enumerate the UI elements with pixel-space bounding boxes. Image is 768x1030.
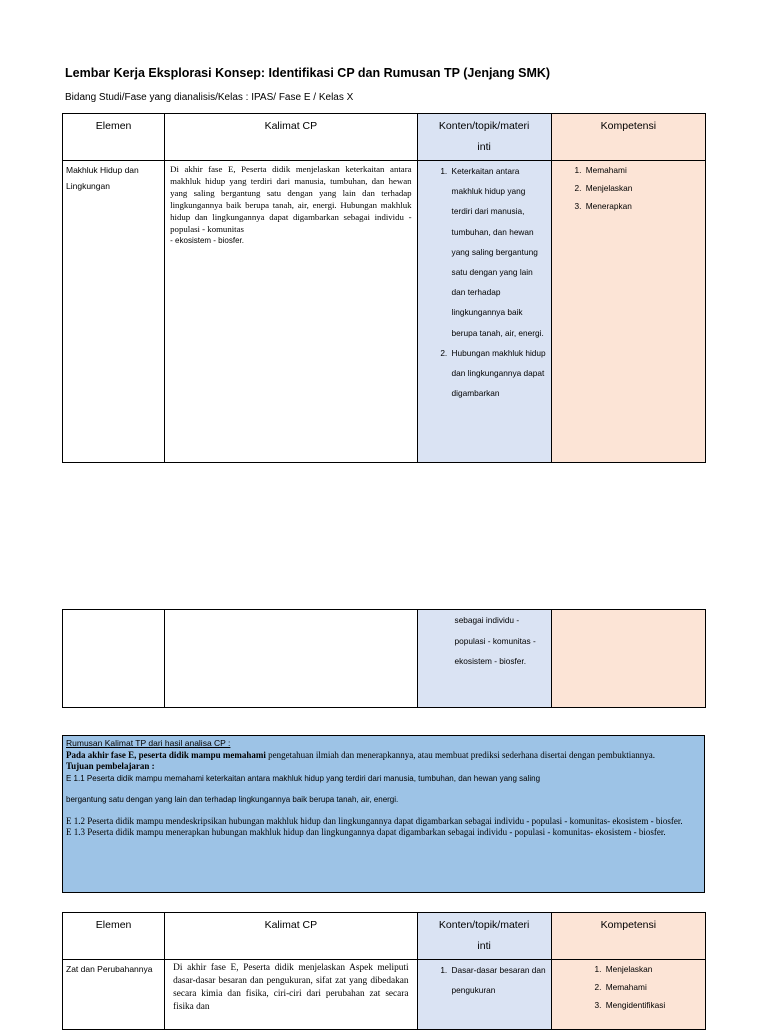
tp-summary-box (62, 735, 705, 893)
header-kompetensi: Kompetensi (551, 114, 705, 161)
header-konten-line1: Konten/topik/materi (438, 120, 530, 132)
document-title: Lembar Kerja Eksplorasi Konsep: Identifikasi CP dan Rumusan TP (Jenjang SMK) (65, 66, 551, 80)
tp-e11-line2: bergantung satu dengan yang lain dan terhadap lingkungannya baik berupa tanah, air, energi. (66, 795, 399, 804)
konten-list (418, 960, 551, 1000)
konten-cell (417, 610, 551, 708)
elemen-cell: Makhluk Hidup dan Lingkungan (63, 161, 165, 463)
konten-item: 1. Keterkaitan antara makhluk hidup yang terdiri dari manusia, tumbuhan, dan hewan yang saling bergantung satu dengan yang lain dan terhadap lingkungannya baik berupa tanah, air, energi. (450, 161, 547, 343)
konten-cell (417, 960, 551, 1030)
tp-e11-line1: E 1.1 Peserta didik mampu memahami keterkaitan antara makhluk hidup yang terdiri dari manusia, tumbuhan, dan hewan yang saling (66, 773, 541, 783)
kompetensi-item: 1. Memahami (584, 161, 701, 179)
kompetensi-item: 3. Menerapkan (584, 197, 701, 215)
kompetensi-list (552, 960, 705, 1014)
kompetensi-cell (551, 960, 705, 1030)
konten-item: 1. Dasar-dasar besaran dan pengukuran (450, 960, 547, 1000)
document-subtitle: Bidang Studi/Fase yang dianalisis/Kelas : IPAS/ Fase E / Kelas X (65, 92, 354, 103)
kompetensi-item: 2. Menjelaskan (584, 179, 701, 197)
konten-cell (417, 161, 551, 463)
table-header-row (63, 913, 706, 960)
cp-table-1-continued (62, 609, 706, 708)
konten-list (418, 161, 551, 403)
tp-heading: Rumusan Kalimat TP dari hasil analisa CP : (66, 738, 231, 748)
table-header-row (63, 114, 706, 161)
table-row (63, 960, 706, 1030)
kalimat-cp-cell (165, 161, 417, 463)
konten-continued-text: sebagai individu - populasi - komunitas - ekosistem - biosfer. (454, 615, 536, 666)
kompetensi-item: 3. Mengidentifikasi (604, 996, 701, 1014)
header-elemen: Elemen (63, 913, 165, 960)
elemen-cell: Zat dan Perubahannya (63, 960, 165, 1030)
header-kalimat-cp: Kalimat CP (165, 913, 417, 960)
elemen-cell-empty (63, 610, 165, 708)
header-konten-line1: Konten/topik/materi (438, 919, 530, 931)
tp-e12: E 1.2 Peserta didik mampu mendeskripsikan hubungan makhluk hidup dan lingkungannya dapat digambarkan sebagai individu - populasi - komunitas- ekosistem - biosfer. (66, 815, 683, 826)
kompetensi-cell (551, 161, 705, 463)
tp-e13: E 1.3 Peserta didik mampu menerapkan hubungan makhluk hidup dan lingkungannya dapat digambarkan sebagai individu - populasi - komunitas- ekosistem - biosfer. (66, 827, 666, 837)
kompetensi-list (552, 161, 705, 215)
header-kalimat-cp: Kalimat CP (165, 114, 417, 161)
kompetensi-item: 1. Menjelaskan (604, 960, 701, 978)
table-row (63, 610, 706, 708)
tp-intro-bold: Pada akhir fase E, peserta didik mampu memahami (66, 749, 266, 760)
tp-intro-rest: pengetahuan ilmiah dan menerapkannya, atau membuat prediksi sederhana disertai dengan pembuktiannya. (265, 749, 655, 760)
tujuan-heading: Tujuan pembelajaran : (66, 761, 155, 771)
header-kompetensi: Kompetensi (551, 913, 705, 960)
cp-table-2 (62, 912, 706, 1030)
kalimat-cp-cell: Di akhir fase E, Peserta didik menjelaskan Aspek meliputi dasar-dasar besaran dan pengukuran, sifat zat yang dibedakan secara kimia dan fisika, ciri-ciri dari perubahan zat secara fisika dan (165, 960, 417, 1030)
header-konten-line2: inti (477, 940, 491, 952)
kalimat-cp-cell-empty (165, 610, 417, 708)
konten-item: 2. Hubungan makhluk hidup dan lingkungannya dapat digambarkan (450, 343, 547, 404)
header-konten (417, 913, 551, 960)
cp-table-1 (62, 113, 706, 463)
header-konten (417, 114, 551, 161)
kompetensi-item: 2. Memahami (604, 978, 701, 996)
header-konten-line2: inti (477, 141, 491, 153)
kalimat-cp-text: Di akhir fase E, Peserta didik menjelaskan keterkaitan antara makhluk hidup yang terdiri dari manusia, tumbuhan, dan hewan yang saling bergantung satu dengan yang lain dan terhadap lingkungannya baik berupa tanah, air, energi. Hubungan makhluk hidup dan lingkungannya dapat digambarkan sebagai individu - populasi - komunitas (170, 164, 412, 234)
header-elemen: Elemen (63, 114, 165, 161)
kompetensi-cell-empty (551, 610, 705, 708)
table-row (63, 161, 706, 463)
kalimat-cp-tail: - ekosistem - biosfer. (170, 236, 244, 245)
